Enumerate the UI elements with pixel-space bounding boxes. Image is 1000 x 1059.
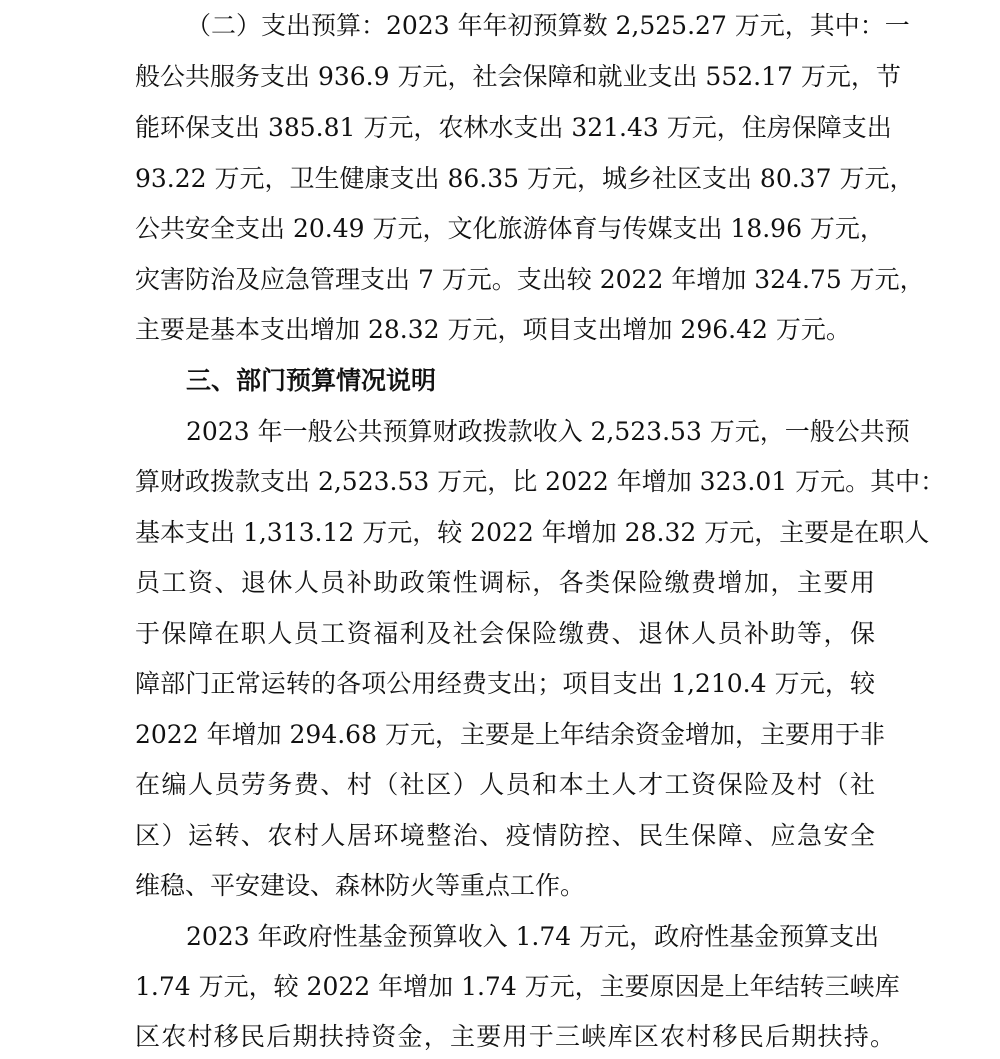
text-line: 灾害防治及应急管理支出 7 万元。支出较 2022 年增加 324.75 万元， (135, 265, 925, 294)
text-line: 公共安全支出 20.49 万元，文化旅游体育与传媒支出 18.96 万元， (135, 214, 885, 243)
text-line: 1.74 万元，较 2022 年增加 1.74 万元，主要原因是上年结转三峡库 (135, 972, 900, 1001)
text-line: 能环保支出 385.81 万元，农林水支出 321.43 万元，住房保障支出 (135, 113, 892, 142)
text-line: 员工资、退休人员补助政策性调标，各类保险缴费增加，主要用 (135, 568, 875, 597)
text-line: 2022 年增加 294.68 万元，主要是上年结余资金增加，主要用于非 (135, 720, 885, 749)
text-line: 2023 年政府性基金预算收入 1.74 万元，政府性基金预算支出 (186, 922, 880, 951)
text-line: 般公共服务支出 936.9 万元，社会保障和就业支出 552.17 万元，节 (135, 62, 901, 91)
section-heading: 三、部门预算情况说明 (186, 366, 437, 395)
text-line: 算财政拨款支出 2,523.53 万元，比 2022 年增加 323.01 万元。其中： (135, 467, 946, 496)
text-line: 维稳、平安建设、森林防火等重点工作。 (135, 871, 586, 900)
text-line: 2023 年一般公共预算财政拨款收入 2,523.53 万元，一般公共预 (186, 417, 910, 446)
text-line: 区农村移民后期扶持资金，主要用于三峡库区农村移民后期扶持。 (135, 1022, 895, 1051)
text-line: 区）运转、农村人居环境整治、疫情防控、民生保障、应急安全 (135, 821, 875, 850)
text-line: 在编人员劳务费、村（社区）人员和本土人才工资保险及村（社 (135, 770, 875, 799)
text-line: 障部门正常运转的各项公用经费支出；项目支出 1,210.4 万元，较 (135, 669, 875, 698)
text-line: （二）支出预算：2023 年年初预算数 2,525.27 万元，其中：一 (186, 11, 910, 40)
text-line: 主要是基本支出增加 28.32 万元，项目支出增加 296.42 万元。 (135, 315, 851, 344)
text-line: 基本支出 1,313.12 万元，较 2022 年增加 28.32 万元，主要是在职人 (135, 518, 930, 547)
text-line: 93.22 万元，卫生健康支出 86.35 万元，城乡社区支出 80.37 万元， (135, 164, 915, 193)
text-line: 于保障在职人员工资福利及社会保险缴费、退休人员补助等，保 (135, 619, 875, 648)
